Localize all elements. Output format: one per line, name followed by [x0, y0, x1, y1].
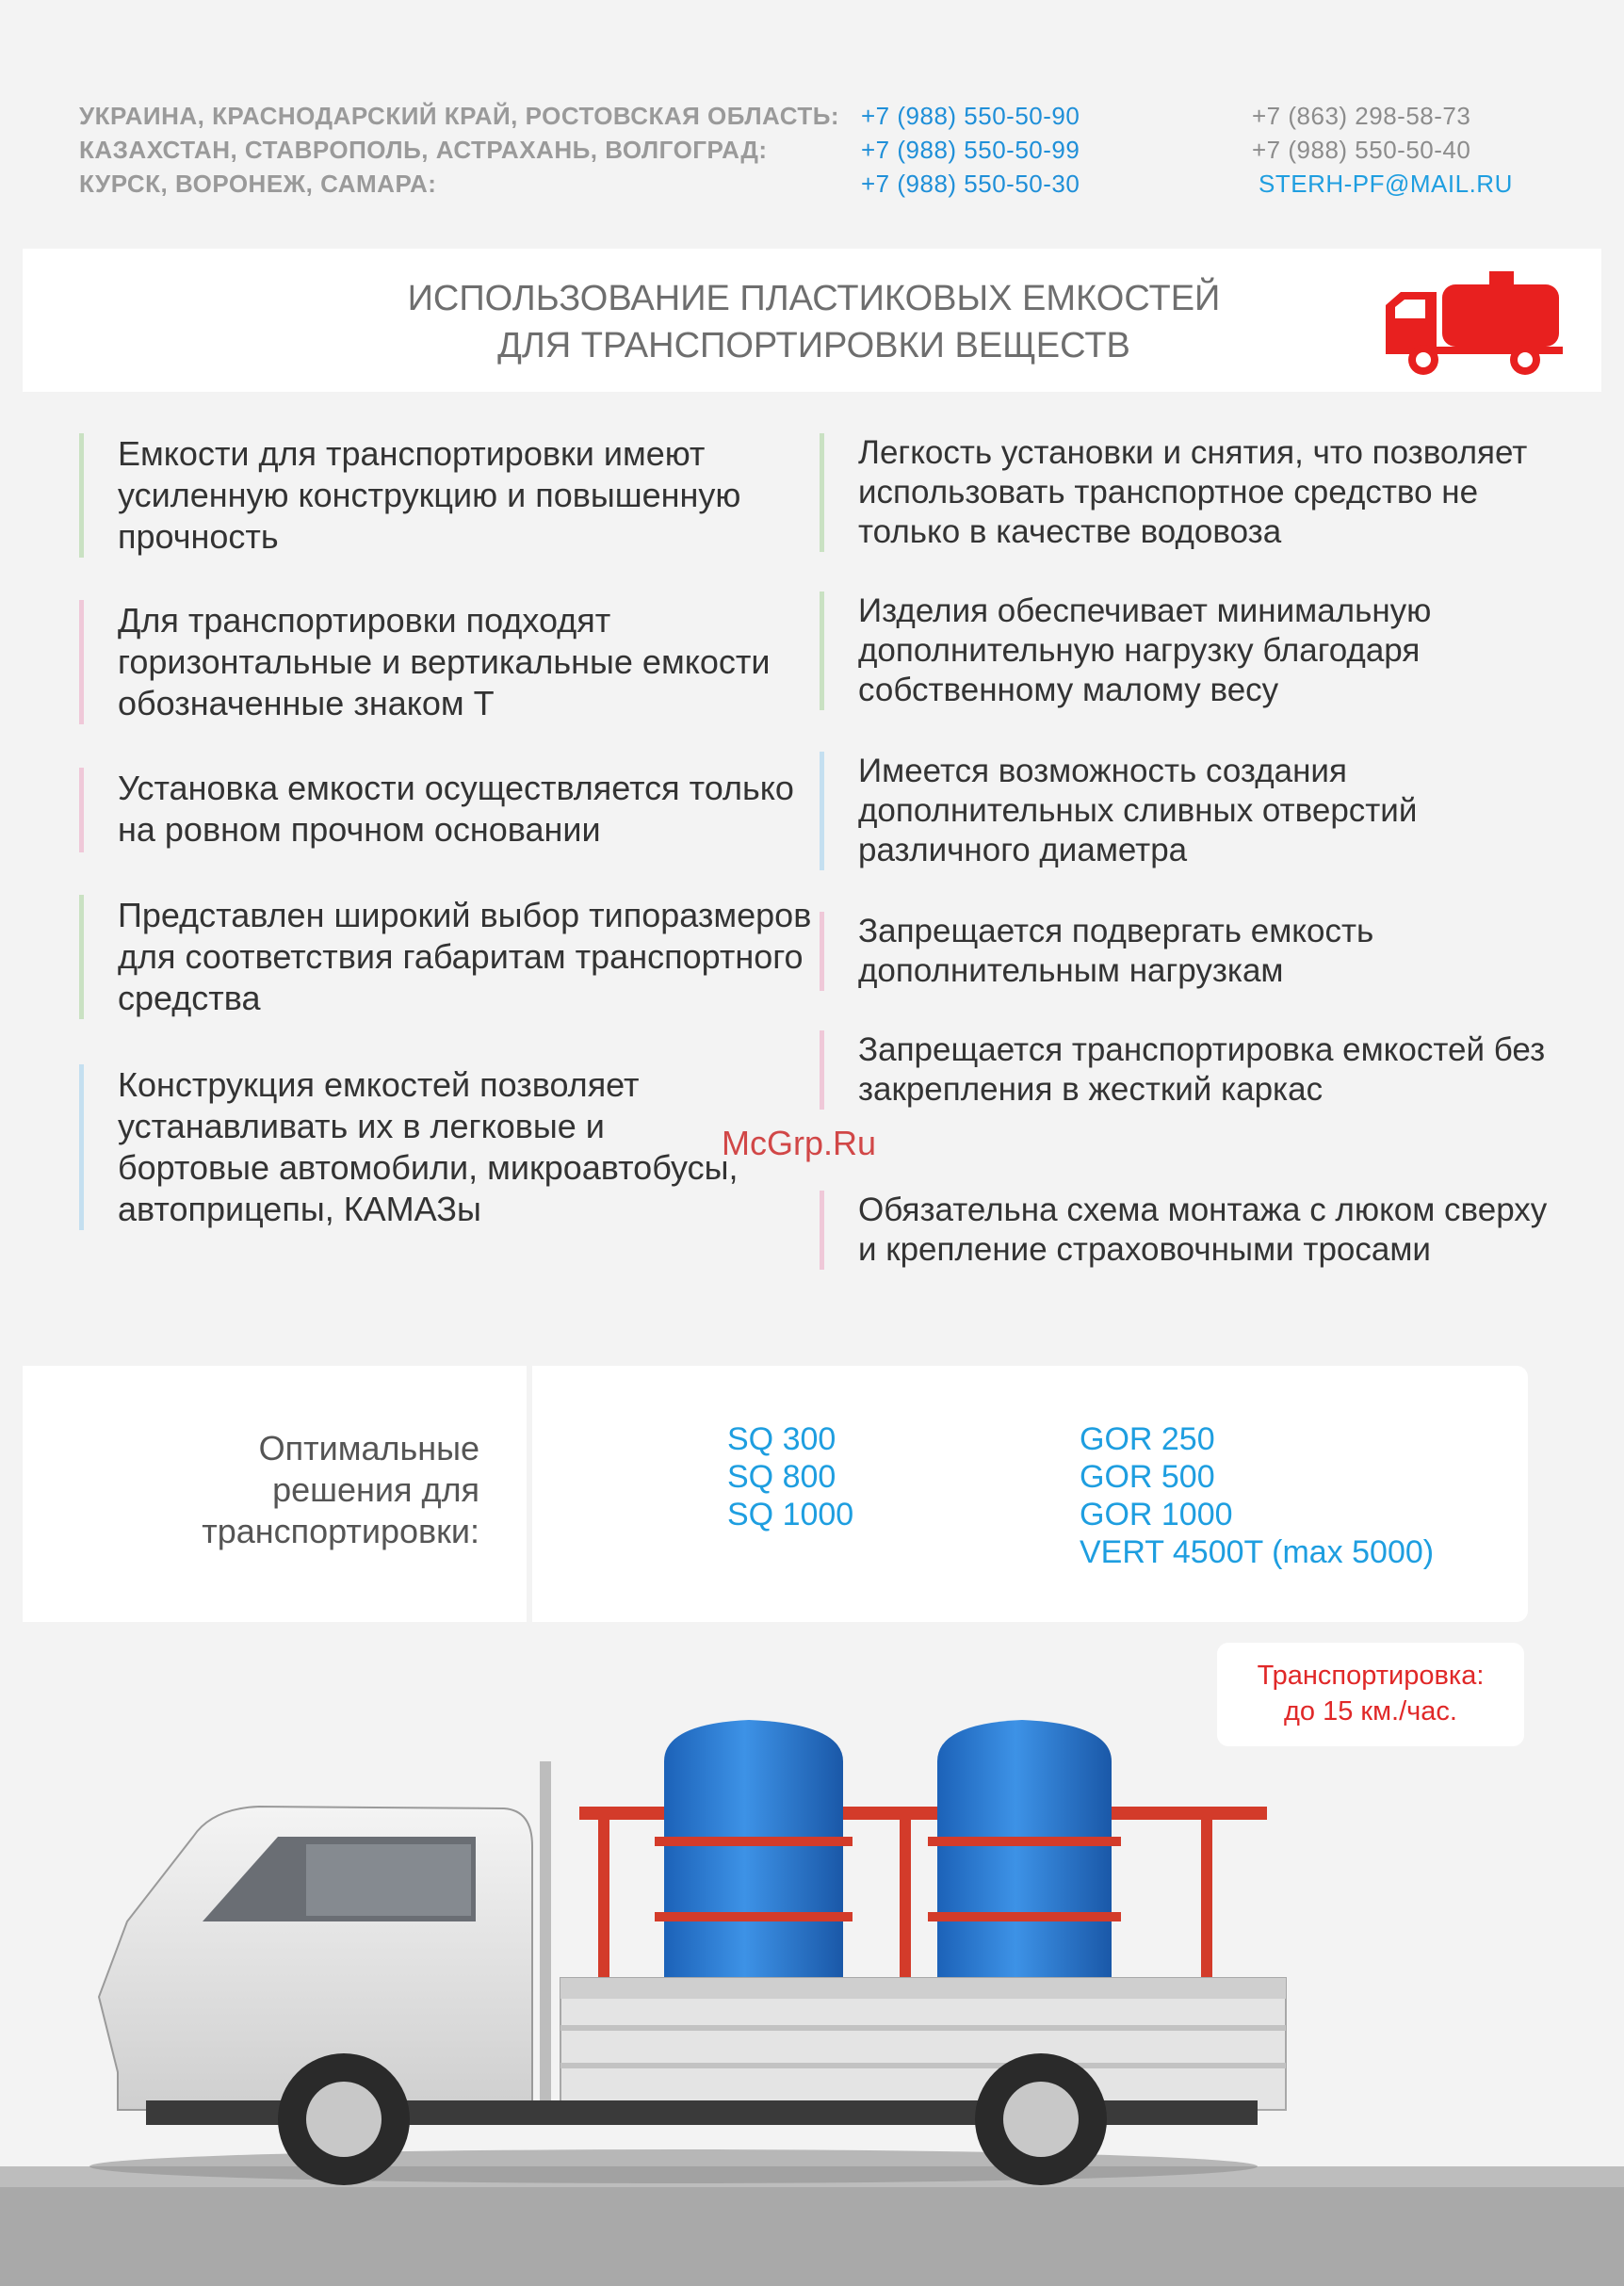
product-link[interactable]: SQ 300: [727, 1421, 836, 1457]
region-label: КУРСК, ВОРОНЕЖ, САМАРА:: [79, 170, 437, 198]
contact-row: [79, 170, 1549, 203]
feature-item: Емкости для транспортировки имеют усиленную конструкцию и повышенную прочность: [79, 433, 814, 558]
speed-note-line: Транспортировка:: [1257, 1661, 1485, 1691]
title-line: ИСПОЛЬЗОВАНИЕ ПЛАСТИКОВЫХ ЕМКОСТЕЙ: [407, 279, 1221, 318]
product-link[interactable]: GOR 250: [1080, 1421, 1215, 1457]
feature-item: Запрещается транспортировка емкостей без закрепления в жесткий каркас: [820, 1030, 1554, 1110]
solutions-label: Оптимальные решения для транспортировки:: [202, 1429, 479, 1550]
product-link[interactable]: GOR 1000: [1080, 1497, 1233, 1532]
contact-row: [79, 136, 1549, 170]
feature-item: Установка емкости осуществляется только на ровном прочном основании: [79, 768, 814, 852]
feature-item: Обязательна схема монтажа с люком сверху и крепление страховочными тросами: [820, 1191, 1554, 1270]
product-link[interactable]: SQ 800: [727, 1459, 836, 1495]
title-line: ДЛЯ ТРАНСПОРТИРОВКИ ВЕЩЕСТВ: [497, 326, 1130, 365]
feature-item: Для транспортировки подходят горизонтальные и вертикальные емкости обозначенные знаком Т: [79, 600, 814, 724]
product-link[interactable]: GOR 500: [1080, 1459, 1215, 1495]
phone-link[interactable]: +7 (988) 550-50-30: [861, 170, 1080, 198]
product-link[interactable]: SQ 1000: [727, 1497, 854, 1532]
feature-item: Изделия обеспечивает минимальную дополнительную нагрузку благодаря собственному малому весу: [820, 592, 1554, 710]
phone-link[interactable]: +7 (988) 550-50-99: [861, 136, 1080, 164]
page-title: [305, 275, 1323, 369]
feature-item: Представлен широкий выбор типоразмеров для соответствия габаритам транспортного средства: [79, 895, 814, 1019]
truck-with-tanks-illustration: [89, 1695, 1314, 2185]
email-link[interactable]: STERH-PF@MAIL.RU: [1259, 170, 1513, 198]
region-label: УКРАИНА, КРАСНОДАРСКИЙ КРАЙ, РОСТОВСКАЯ ОБЛАСТЬ:: [79, 102, 840, 130]
feature-item: Имеется возможность создания дополнительных сливных отверстий различного диаметра: [820, 752, 1554, 870]
title-banner: [23, 249, 1601, 392]
divider: [527, 1366, 532, 1622]
feature-item: Запрещается подвергать емкость дополнительным нагрузкам: [820, 912, 1554, 991]
watermark: McGrp.Ru: [722, 1124, 877, 1162]
tanker-truck-icon: [1384, 268, 1568, 379]
solutions-box: [23, 1366, 1528, 1622]
product-link[interactable]: VERT 4500T (max 5000): [1080, 1534, 1435, 1570]
phone-link[interactable]: +7 (988) 550-50-40: [1252, 136, 1471, 164]
solutions-column: [727, 1420, 853, 1533]
feature-item: Конструкция емкостей позволяет устанавливать их в легковые и бортовые автомобили, микроавтобусы, автоприцепы, КАМАЗы: [79, 1064, 757, 1230]
region-label: КАЗАХСТАН, СТАВРОПОЛЬ, АСТРАХАНЬ, ВОЛГОГРАД:: [79, 136, 768, 164]
phone-link[interactable]: +7 (988) 550-50-90: [861, 102, 1080, 130]
phone-link[interactable]: +7 (863) 298-58-73: [1252, 102, 1471, 130]
contact-row: [79, 102, 1549, 136]
feature-item: Легкость установки и снятия, что позволяет использовать транспортное средство не только в качестве водовоза: [820, 433, 1554, 552]
solutions-column: [1080, 1420, 1434, 1571]
speed-note-line: до 15 км./час.: [1284, 1696, 1457, 1727]
